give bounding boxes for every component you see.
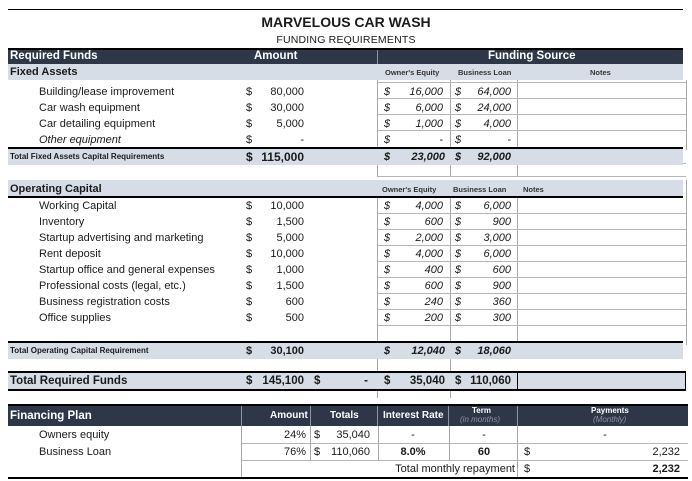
item-amount: 80,000 bbox=[270, 86, 304, 98]
operating-capital-section bbox=[8, 180, 683, 196]
currency-symbol: $ bbox=[246, 232, 253, 244]
currency-symbol: $ bbox=[455, 264, 462, 276]
col-business-loan-2: Business Loan bbox=[453, 185, 507, 194]
item-label: Business registration costs bbox=[39, 296, 170, 308]
item-amount: 1,500 bbox=[276, 216, 304, 228]
item-amount: - bbox=[300, 134, 304, 146]
business-loan-value: 4,000 bbox=[483, 118, 511, 130]
item-amount: 10,000 bbox=[270, 200, 304, 212]
total-required-oe-currency: $ bbox=[384, 375, 391, 387]
fixed-total-oe-currency: $ bbox=[384, 151, 391, 163]
fp-label: Owners equity bbox=[39, 429, 110, 441]
fp-col-term-sub: (in months) bbox=[460, 415, 501, 424]
fp-total: 35,040 bbox=[336, 429, 370, 441]
currency-symbol: $ bbox=[455, 248, 462, 260]
operating-capital-row bbox=[0, 262, 692, 278]
fixed-total-bl-currency: $ bbox=[455, 151, 462, 163]
header-required-funds: Required Funds bbox=[10, 50, 98, 62]
business-loan-value: 6,000 bbox=[483, 248, 511, 260]
item-amount: 1,500 bbox=[276, 280, 304, 292]
fixed-total-amount: 115,000 bbox=[261, 150, 304, 164]
currency-symbol: $ bbox=[246, 312, 253, 324]
item-amount: 10,000 bbox=[270, 248, 304, 260]
fp-percent: 76% bbox=[283, 446, 306, 458]
item-label: Building/lease improvement bbox=[39, 86, 175, 98]
business-loan-value: 6,000 bbox=[483, 200, 511, 212]
currency-symbol: $ bbox=[314, 446, 321, 458]
item-label: Rent deposit bbox=[39, 248, 101, 260]
owners-equity-value: 6,000 bbox=[415, 102, 443, 114]
item-amount: 5,000 bbox=[276, 118, 304, 130]
currency-symbol: $ bbox=[246, 280, 253, 292]
currency-symbol: $ bbox=[455, 134, 462, 146]
owners-equity-value: 240 bbox=[424, 296, 443, 308]
grid-line bbox=[377, 130, 686, 131]
business-loan-value: 360 bbox=[492, 296, 511, 308]
item-label: Professional costs (legal, etc.) bbox=[39, 280, 186, 292]
item-amount: 30,000 bbox=[270, 102, 304, 114]
operating-total-amount: 30,100 bbox=[270, 345, 304, 357]
currency-symbol: $ bbox=[455, 102, 462, 114]
grid-line bbox=[377, 114, 686, 115]
currency-symbol: $ bbox=[314, 429, 321, 441]
item-label: Car detailing equipment bbox=[39, 118, 156, 130]
operating-capital-row bbox=[0, 198, 692, 214]
total-required-owners-equity: 35,040 bbox=[409, 375, 445, 387]
fp-col-totals: Totals bbox=[330, 410, 359, 421]
currency-symbol: $ bbox=[455, 86, 462, 98]
operating-total-label: Total Operating Capital Requirement bbox=[10, 346, 149, 355]
operating-capital-row bbox=[0, 214, 692, 230]
operating-capital-row bbox=[0, 294, 692, 310]
operating-capital-label: Operating Capital bbox=[10, 183, 102, 195]
item-label: Other equipment bbox=[39, 134, 121, 146]
business-loan-value: 900 bbox=[492, 216, 511, 228]
financing-plan-row bbox=[0, 427, 692, 443]
currency-symbol: $ bbox=[455, 280, 462, 292]
fixed-total-label: Total Fixed Assets Capital Requirements bbox=[10, 152, 165, 161]
operating-total-bl-currency: $ bbox=[455, 345, 462, 357]
owners-equity-value: 4,000 bbox=[415, 200, 443, 212]
fixed-total-currency: $ bbox=[246, 150, 253, 164]
grid-line bbox=[377, 82, 686, 83]
currency-symbol: $ bbox=[455, 118, 462, 130]
total-required-row bbox=[8, 373, 686, 389]
operating-total-row bbox=[8, 343, 683, 359]
currency-symbol: $ bbox=[246, 134, 253, 146]
currency-symbol: $ bbox=[384, 296, 391, 308]
total-required-extra-currency: $ bbox=[314, 375, 321, 387]
grid-line bbox=[517, 373, 518, 389]
col-business-loan: Business Loan bbox=[458, 68, 512, 77]
fixed-total-business-loan: 92,000 bbox=[477, 151, 511, 163]
owners-equity-value: 4,000 bbox=[415, 248, 443, 260]
currency-symbol: $ bbox=[384, 216, 391, 228]
business-loan-value: 600 bbox=[492, 264, 511, 276]
currency-symbol: $ bbox=[455, 200, 462, 212]
fixed-assets-total-row bbox=[8, 149, 683, 165]
total-required-business-loan: 110,060 bbox=[470, 375, 511, 387]
fp-col-payments-sub: (Monthly) bbox=[593, 415, 627, 424]
item-label: Car wash equipment bbox=[39, 102, 140, 114]
page-title: MARVELOUS CAR WASH bbox=[261, 14, 431, 30]
total-required-bl-currency: $ bbox=[455, 375, 462, 387]
currency-symbol: $ bbox=[246, 200, 253, 212]
financing-plan-row bbox=[0, 444, 692, 460]
item-label: Startup advertising and marketing bbox=[39, 232, 204, 244]
fp-col-term: Term bbox=[472, 406, 491, 415]
item-label: Office supplies bbox=[39, 312, 111, 324]
financing-plan-header bbox=[8, 406, 688, 426]
total-required-currency: $ bbox=[246, 375, 253, 387]
total-required-extra-value: - bbox=[364, 375, 368, 387]
fp-term: - bbox=[482, 429, 486, 441]
item-label: Working Capital bbox=[39, 200, 117, 212]
currency-symbol: $ bbox=[384, 200, 391, 212]
operating-total-business-loan: 18,060 bbox=[477, 345, 511, 357]
fp-interest-rate: 8.0% bbox=[400, 446, 426, 458]
business-loan-value: 300 bbox=[492, 312, 511, 324]
grid-line bbox=[377, 98, 686, 99]
total-required-amount: 145,100 bbox=[262, 375, 304, 387]
grid-line bbox=[449, 426, 450, 461]
currency-symbol: $ bbox=[246, 296, 253, 308]
grid-line bbox=[310, 406, 311, 426]
currency-symbol: $ bbox=[384, 312, 391, 324]
business-loan-value: 24,000 bbox=[477, 102, 511, 114]
fixed-asset-row bbox=[0, 132, 692, 148]
grid-line bbox=[310, 426, 311, 461]
currency-symbol: $ bbox=[246, 118, 253, 130]
col-owners-equity: Owner's Equity bbox=[385, 68, 440, 77]
total-bottom-rule bbox=[8, 389, 686, 391]
col-notes: Notes bbox=[590, 68, 611, 77]
owners-equity-value: - bbox=[439, 134, 443, 146]
fp-term: 60 bbox=[477, 446, 491, 458]
total-monthly-label: Total monthly repayment bbox=[395, 463, 515, 475]
page-subtitle: FUNDING REQUIREMENTS bbox=[276, 34, 416, 46]
fp-percent: 24% bbox=[283, 429, 306, 441]
owners-equity-value: 600 bbox=[424, 280, 443, 292]
financing-plan-title: Financing Plan bbox=[10, 410, 92, 422]
currency-symbol: $ bbox=[455, 296, 462, 308]
owners-equity-value: 16,000 bbox=[409, 86, 443, 98]
fp-payment: - bbox=[603, 429, 607, 441]
currency-symbol: $ bbox=[455, 216, 462, 228]
currency-symbol: $ bbox=[384, 134, 391, 146]
owners-equity-value: 1,000 bbox=[415, 118, 443, 130]
business-loan-value: 64,000 bbox=[477, 86, 511, 98]
operating-total-owners-equity: 12,040 bbox=[411, 345, 445, 357]
currency-symbol: $ bbox=[384, 264, 391, 276]
header-funding-source: Funding Source bbox=[488, 50, 576, 62]
operating-total-currency: $ bbox=[246, 345, 253, 357]
operating-capital-row bbox=[0, 310, 692, 326]
currency-symbol: $ bbox=[246, 86, 253, 98]
owners-equity-value: 600 bbox=[424, 216, 443, 228]
grid-line bbox=[377, 325, 686, 326]
item-amount: 500 bbox=[285, 312, 304, 324]
top-rule bbox=[8, 9, 683, 10]
currency-symbol: $ bbox=[455, 312, 462, 324]
business-loan-value: 900 bbox=[492, 280, 511, 292]
grid-line bbox=[377, 406, 378, 426]
total-monthly-currency: $ bbox=[524, 463, 531, 475]
required-funds-header bbox=[8, 49, 683, 64]
header-amount: Amount bbox=[254, 50, 298, 62]
currency-symbol: $ bbox=[384, 280, 391, 292]
owners-equity-value: 2,000 bbox=[415, 232, 443, 244]
operating-capital-row bbox=[0, 246, 692, 262]
item-label: Inventory bbox=[39, 216, 85, 228]
operating-capital-row bbox=[0, 230, 692, 246]
currency-symbol: $ bbox=[246, 264, 253, 276]
business-loan-value: - bbox=[507, 134, 511, 146]
currency-symbol: $ bbox=[384, 248, 391, 260]
fp-col-interest: Interest Rate bbox=[383, 410, 444, 421]
currency-symbol: $ bbox=[524, 446, 531, 458]
fixed-total-owners-equity: 23,000 bbox=[411, 151, 445, 163]
fp-interest-rate: - bbox=[411, 429, 415, 441]
currency-symbol: $ bbox=[384, 102, 391, 114]
grid-line bbox=[448, 406, 449, 426]
item-amount: 5,000 bbox=[276, 232, 304, 244]
owners-equity-value: 200 bbox=[424, 312, 443, 324]
currency-symbol: $ bbox=[246, 102, 253, 114]
grid-line bbox=[377, 176, 686, 177]
total-monthly-repayment-row bbox=[0, 461, 692, 477]
fp-payment: 2,232 bbox=[652, 446, 680, 458]
item-label: Startup office and general expenses bbox=[39, 264, 215, 276]
currency-symbol: $ bbox=[246, 248, 253, 260]
fixed-assets-label: Fixed Assets bbox=[10, 66, 78, 78]
grid-line bbox=[241, 406, 242, 426]
col-notes-2: Notes bbox=[523, 185, 544, 194]
total-monthly-value: 2,232 bbox=[652, 463, 680, 475]
fp-label: Business Loan bbox=[39, 446, 112, 458]
fp-total: 110,060 bbox=[331, 446, 370, 458]
operating-capital-row bbox=[0, 278, 692, 294]
business-loan-value: 3,000 bbox=[483, 232, 511, 244]
fixed-assets-section bbox=[8, 64, 683, 80]
col-owners-equity-2: Owner's Equity bbox=[382, 185, 437, 194]
operating-total-oe-currency: $ bbox=[384, 345, 391, 357]
item-amount: 600 bbox=[285, 296, 304, 308]
grid-line bbox=[378, 426, 379, 461]
currency-symbol: $ bbox=[384, 118, 391, 130]
fp-col-payments: Payments bbox=[591, 406, 629, 415]
header-divider bbox=[377, 49, 378, 64]
fp-col-amount: Amount bbox=[270, 410, 308, 421]
grid-line bbox=[517, 406, 518, 426]
currency-symbol: $ bbox=[455, 232, 462, 244]
currency-symbol: $ bbox=[246, 216, 253, 228]
owners-equity-value: 400 bbox=[424, 264, 443, 276]
item-amount: 1,000 bbox=[276, 264, 304, 276]
currency-symbol: $ bbox=[384, 86, 391, 98]
header-top-border bbox=[8, 48, 683, 50]
total-required-label: Total Required Funds bbox=[10, 375, 128, 387]
currency-symbol: $ bbox=[384, 232, 391, 244]
financing-bottom-rule bbox=[8, 477, 688, 479]
